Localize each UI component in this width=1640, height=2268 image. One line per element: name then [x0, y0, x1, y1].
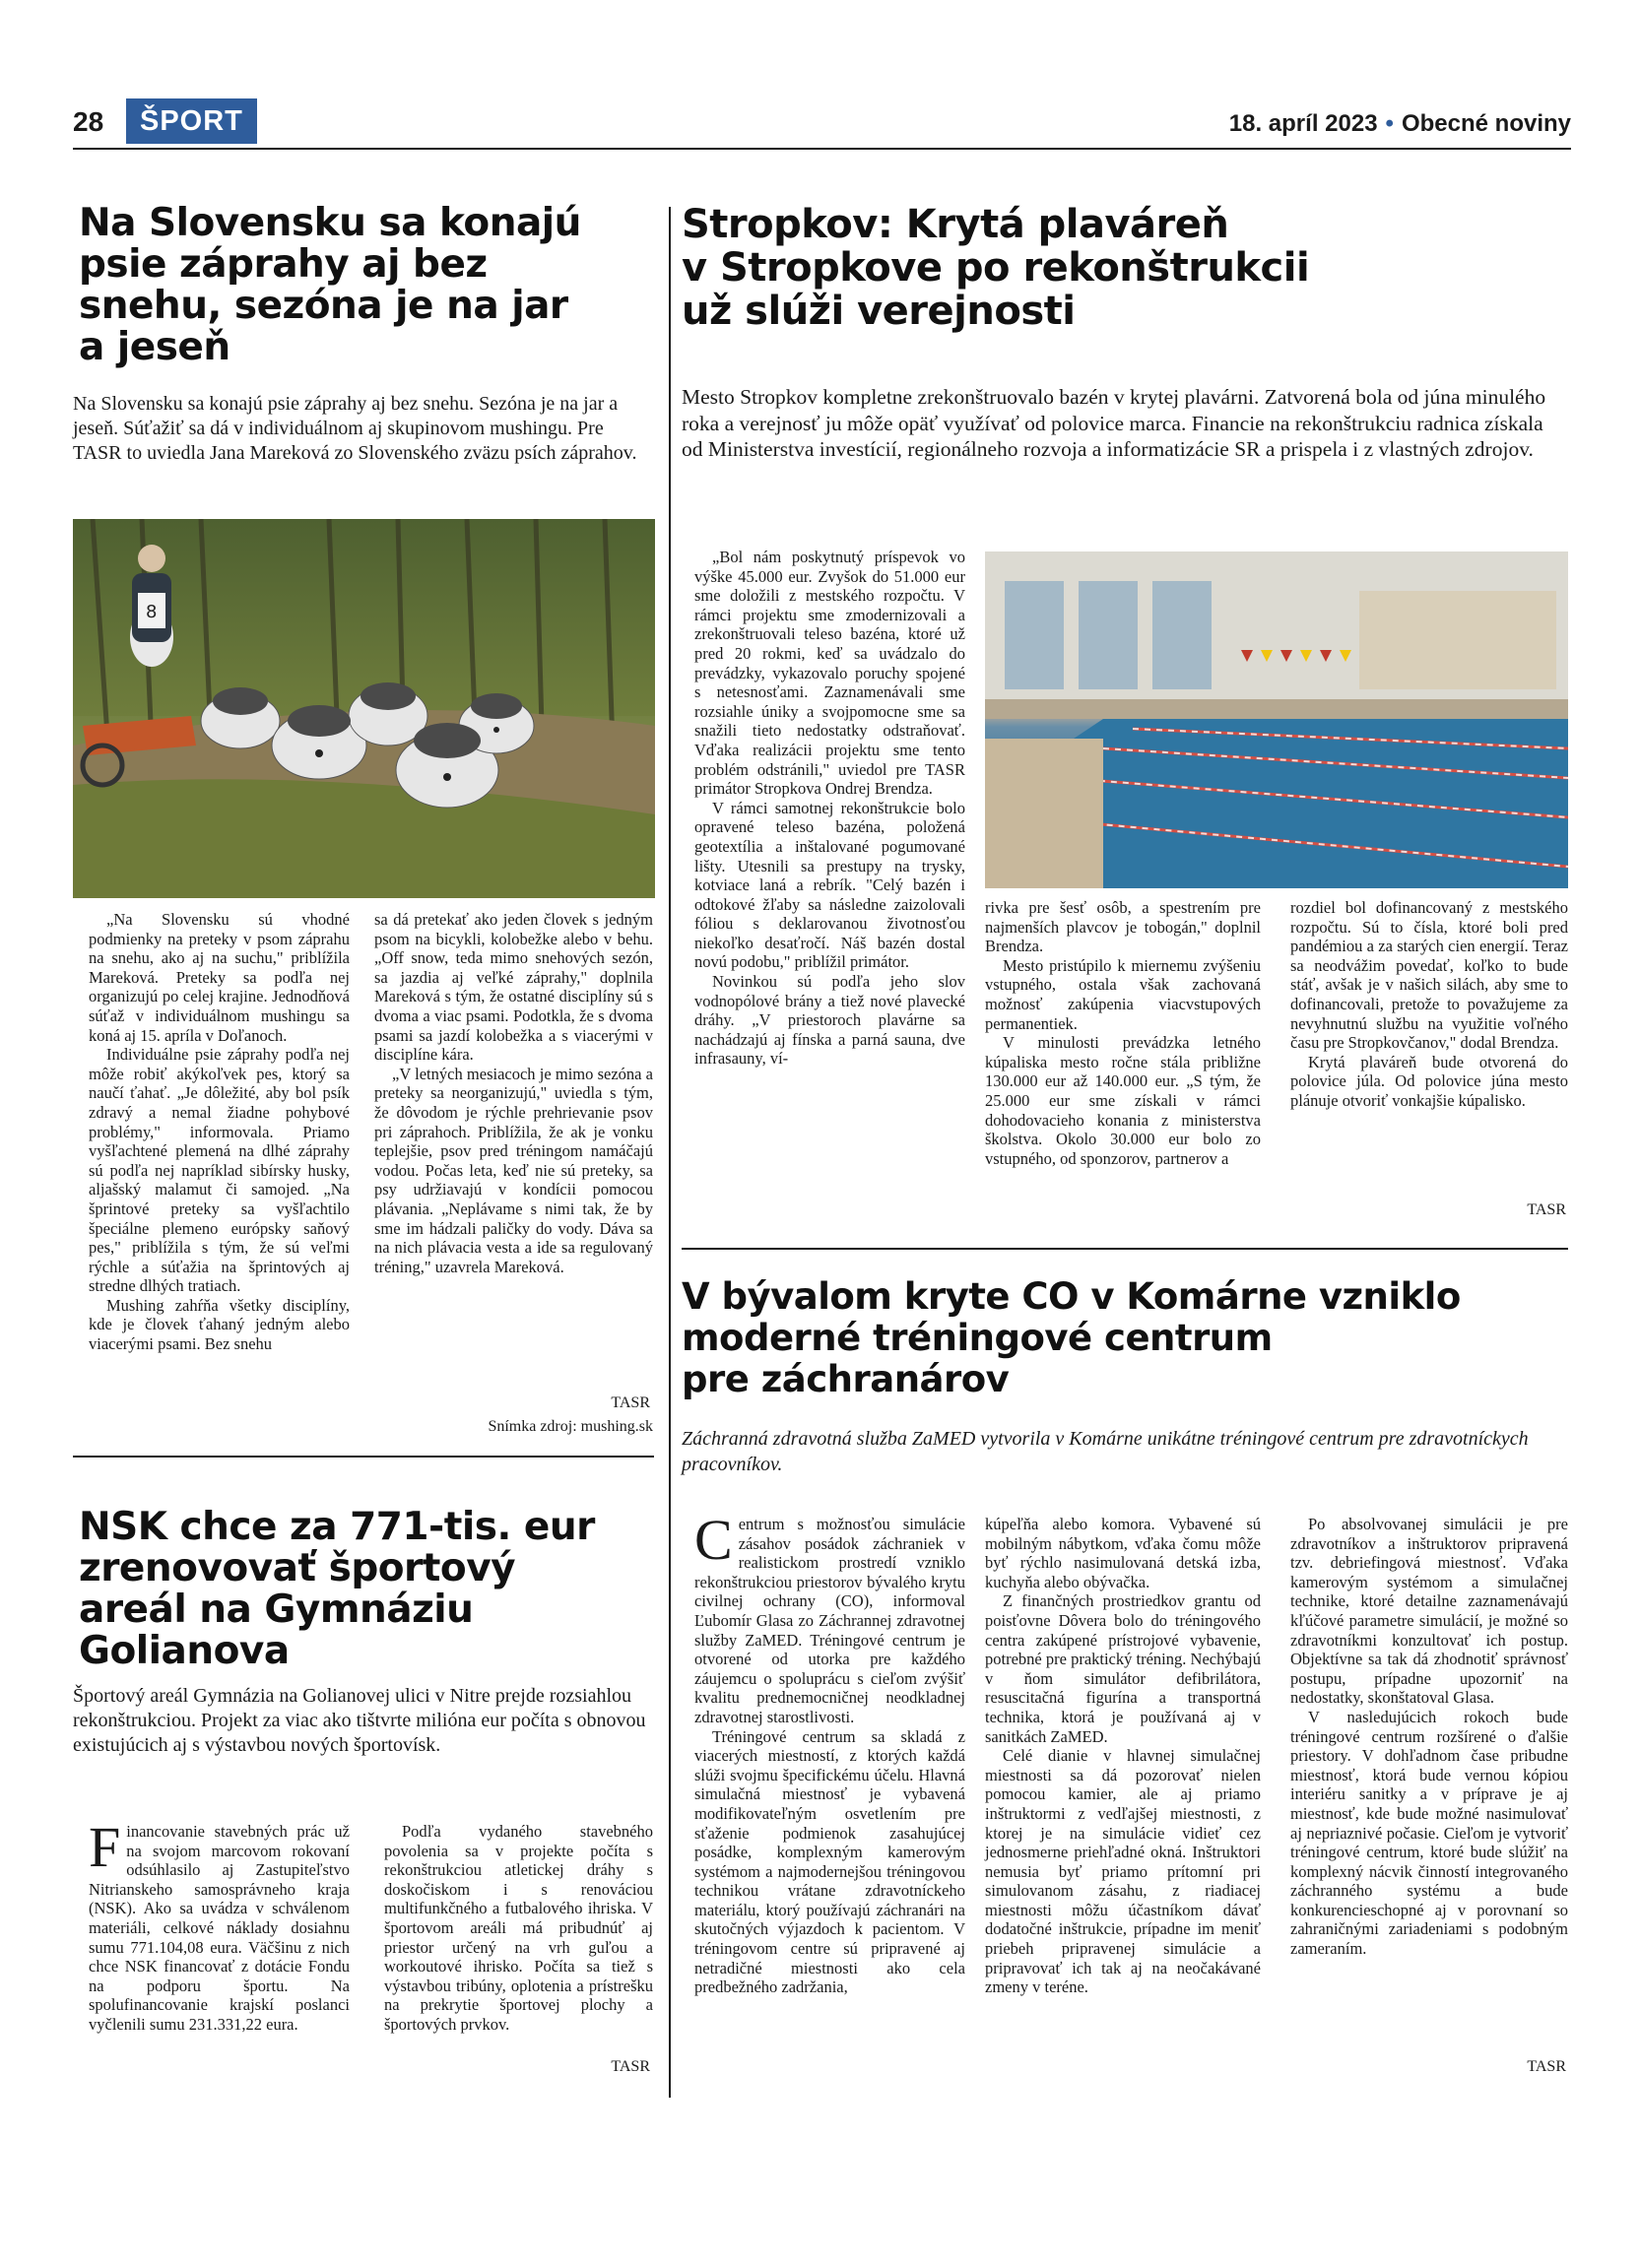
article-3-col-2	[985, 1515, 1261, 1997]
center-divider	[669, 207, 671, 2098]
article-1-title	[79, 203, 670, 368]
title-line: v Stropkove po rekonštrukcii	[682, 245, 1310, 291]
paragraph: sa dá pretekať ako jeden človek s jedným psom na bicykli, kolobežke alebo v behu. „Off snow, teda mimo snehových sezón, sa jazdia aj veľké záprahy," doplnila Mareková s tým, že ostatné disciplíny sú s dvoma a viac psami. Podotkla, že s dvoma psami sa jazdí kolobežka a s viacerými v disciplíne kára.	[374, 910, 653, 1065]
title-line: V bývalom kryte CO v Komárne vzniklo	[682, 1275, 1461, 1318]
article-4-col-1	[89, 1815, 350, 2035]
dog-sled-photo	[73, 519, 655, 898]
article-1-col-1	[89, 910, 350, 1354]
swimming-pool-photo	[985, 551, 1568, 888]
paragraph: Podľa vydaného stavebného povolenia sa v projekte počíta s rekonštrukciou atletickej dráhy s doskočiskom i s renováciou multifunkčného a futbalového ihriska. V športovom areáli má pribudnúť aj priestor určený na vrh guľou a workoutové ihrisko. Počíta sa tiež s výstavbou tribúny, oplotenia a prístrešku na prekrytie športovej plochy a športových prvkov.	[384, 1822, 653, 2034]
title-line: a jeseň	[79, 325, 230, 369]
paragraph: „V letných mesiacoch je mimo sezóna a preteky sa neorganizujú," uviedla s tým, že dôvodom je rýchle prehrievanie psov pri záprahoch. Priblížila, že ak je vonku teplejšie, psov pred tréningom namáčajú vodou. Počas leta, keď nie sú preteky, sa psy udržiavajú v kondícii pomocou plávania. „Neplávame s nimi tak, že by sme im hádzali paličky do vody. Dáva sa na nich plávacia vesta a ide sa regulovaný tréning," uzavrela Mareková.	[374, 1064, 653, 1276]
article-3-credit: TASR	[1527, 2058, 1566, 2075]
title-line: Golianova	[79, 1629, 290, 1673]
paragraph: V nasledujúcich rokoch bude tréningové centrum rozšírené o ďalšie priestory. V dohľadnom čase pribudne miestnosť, ktorá bude vernou kópiou interiéru sanitky a v príprave je aj miestnosť, kde bude možné nasimulovať aj nepriaznivé počasie. Cieľom je vytvoriť tréningové centrum, ktoré bude slúžiť na komplexný nácvik činností integrovaného záchranného systému a bude konkurencieschopné aj v porovnaní so zahraničnými zariadeniami s podobným zameraním.	[1290, 1707, 1568, 1959]
title-line: psie záprahy aj bez	[79, 242, 488, 287]
title-line: areál na Gymnáziu	[79, 1588, 474, 1632]
paragraph: Mushing zahŕňa všetky disciplíny, kde je človek ťahaný jedným alebo viacerými psami. Bez snehu	[89, 1295, 350, 1354]
article-3-col-1	[694, 1508, 965, 1997]
article-1-col-2	[374, 910, 653, 1276]
title-line: moderné tréningové centrum	[682, 1317, 1273, 1359]
article-4-col-2	[384, 1822, 653, 2035]
paragraph: entrum s možnosťou simulácie zásahov posádok záchraniek v realistickom prostredí vzniklo rekonštrukciou priestorov bývalého krytu civilnej ochrany (CO), informoval Ľubomír Glasa zo Záchrannej zdravotnej služby ZaMED. Tréningové centrum je otvorené od utorka pre každého záujemcu o spoluprácu s cieľom zvýšiť kvalitu prednemocničnej neodkladnej zdravotnej starostlivosti.	[694, 1515, 965, 1726]
separator-dot: •	[1385, 110, 1394, 137]
title-line: snehu, sezóna je na jar	[79, 284, 568, 328]
article-2-col-3	[1290, 898, 1568, 1111]
article-2-col-2	[985, 898, 1261, 1168]
article-2-col-1	[694, 548, 965, 1069]
issue-info	[1229, 110, 1571, 138]
article-4-credit: TASR	[611, 2058, 650, 2075]
article-2-lead: Mesto Stropkov kompletne zrekonštruovalo bazén v krytej plavárni. Zatvorená bola od júna minulého roka a verejnosť ju môže opäť využívať od polovice marca. Financie na rekonštrukciu radnica získala od Ministerstva investícií, regionálneho rozvoja a informatizácie SR a prispela i z vlastných zdrojov.	[682, 385, 1546, 461]
paragraph: Celé dianie v hlavnej simulačnej miestnosti sa dá pozorovať nielen pomocou kamier, ale aj priamo inštruktormi z vedľajšej miestnosti, z ktorej je na simulácie vidieť cez jednosmerne priehľadné okná. Inštruktori nemusia byť priamo prítomní pri simulovanom zásahu, z riadiacej miestnosti môžu účastníkom dávať dodatočné inštrukcie, prípadne im meniť priebeh pripravenej simulácie a pripravovať ich tak aj na neočakávané zmeny v teréne.	[985, 1746, 1261, 1997]
title-line: NSK chce za 771-tis. eur	[79, 1505, 595, 1549]
paragraph: Krytá plaváreň bude otvorená do polovice júla. Od polovice júna mesto plánuje otvoriť vonkajšie kúpalisko.	[1290, 1052, 1568, 1110]
issue-date: 18. apríl 2023	[1228, 110, 1378, 137]
paragraph: rivka pre šesť osôb, a spestrením pre najmenších plavcov je tobogán," doplnil Brendza.	[985, 898, 1261, 956]
article-1-lead: Na Slovensku sa konajú psie záprahy aj bez snehu. Sezóna je na jar a jeseň. Súťažiť sa dá v individuálnom aj skupinovom mushingu. Pre TASR to uviedla Jana Mareková zo Slovenského zväzu psích záprahov.	[73, 393, 637, 464]
article-3-title	[682, 1276, 1568, 1400]
paragraph: V minulosti prevádzka letného kúpaliska mesto ročne stála približne 130.000 eur až 140.000 eur. „S tým, že 25.000 eur sme získali v rámci dohodovacieho konania z ministerstva školstva. Okolo 30.000 eur bolo zo vstupného, od sponzorov, partnerov a	[985, 1033, 1261, 1168]
article-2-credit: TASR	[1527, 1201, 1566, 1218]
article-3-col-3	[1290, 1515, 1568, 1959]
paragraph: V rámci samotnej rekonštrukcie bolo opravené teleso bazéna, položená geotextília a inštalované pogumované lišty. Utesnili sa prestupy na trysky, kotviace laná a rebrík. "Celý bazén i odtokové žľaby sa následne zaizolovali fóliou s deklarovanou životnosťou niekoľko desaťročí. Náš bazén dostal novú podobu," priblížil primátor.	[694, 798, 965, 972]
article-2-title	[682, 203, 1568, 333]
article-4-title	[79, 1507, 670, 1672]
title-line: už slúži verejnosti	[682, 289, 1076, 334]
article-4-lead: Športový areál Gymnázia na Golianovej ulici v Nitre prejde rozsiahlou rekonštrukciou. Projekt za viac ako tištvrte milióna eur počíta s obnovou existujúcich aj s výstavbou nových športovísk.	[73, 1685, 646, 1756]
paragraph: kúpeľňa alebo komora. Vybavené sú mobilným nábytkom, vďaka čomu môže byť rýchlo nasimulovaná detská izba, kuchyňa alebo obývačka.	[985, 1515, 1261, 1591]
left-divider	[73, 1456, 654, 1458]
paragraph: Mesto pristúpilo k miernemu zvýšeniu vstupného, ostala však zachovaná možnosť zakúpenia viacvstupových permanentiek.	[985, 955, 1261, 1033]
paragraph: Novinkou sú podľa jeho slov vodnopólové brány a tiež nové plavecké dráhy. „V priestoroch plavárne sa nachádzajú aj fínska a parná sauna, dve infrasauny, ví-	[694, 972, 965, 1069]
drop-cap: C	[694, 1508, 733, 1572]
paragraph: Tréningové centrum sa skladá z viacerých miestností, z ktorých každá slúži svojmu špecifickému účelu. Hlavná simulačná miestnosť je vybavená modifikovateľným osvetlením pre sťaženie podmienok zasahujúcej posádke, komplexným kamerovým systémom a najmodernejšou tréningovou technikou vrátane zdravotníckeho materiálu, ktorý používajú záchranári na skutočných výjazdoch k pacientom. V tréningovom centre sú pripravené aj netradičné miestnosti ako cela predbežného zadržania,	[694, 1726, 965, 1997]
article-1-credit: TASR	[611, 1394, 650, 1411]
section-label: ŠPORT	[126, 98, 257, 144]
bib-number: 8	[146, 602, 158, 622]
title-line: Na Slovensku sa konajú	[79, 201, 581, 245]
paragraph: rozdiel bol dofinancovaný z mestského rozpočtu. Sú to čísla, ktoré boli pred pandémiou a za starých cien energií. Teraz sa neodvážim povedať, koľko to bude stáť, avšak je v našich silách, aby sme to dofinancovali, pretože to považujeme za nevyhnutnú službu na využitie voľného času pre Stropkovčanov," dodal Brendza.	[1290, 898, 1568, 1053]
paragraph: Po absolvovanej simulácii je pre zdravotníkov a inštruktorov pripravená tzv. debriefingová miestnosť. Vďaka kamerovým systémom a simulačnej technike, ktoré detailne zaznamenávajú kľúčové parametre simulácií, je možné so zdravotníkmi konzultovať ich postup. Objektívne sa tak dá zhodnotiť správnosť postupu, prípadne upozorniť na nedostatky, skonštatoval Glasa.	[1290, 1515, 1568, 1708]
page-number: 28	[73, 106, 104, 137]
paragraph: „Bol nám poskytnutý príspevok vo výške 45.000 eur. Zvyšok do 51.000 eur sme doložili z mestského rozpočtu. V rámci projektu sme zmodernizovali a zrekonštruovali teleso bazéna, ktoré už pred 20 rokmi, keď sa uvádzalo do prevádzky, vykazovalo poruchy spojené s netesnosťami. Zaznamenávali sme rozsiahle úniky a svojpomocne sme sa snažili tieto nedostatky odstraňovať. Vďaka realizácii projektu sme tento problém odstránili," uviedol pre TASR primátor Stropkova Ondrej Brendza.	[694, 548, 965, 799]
paragraph: Z finančných prostriedkov grantu od poisťovne Dôvera bolo do tréningového centra zakúpené prístrojové vybavenie, potrebné pre praktický tréning. Nechýbajú v ňom simulátor defibrilátora, resuscitačná figurína a transportná technika, ktorá je používaná aj v sanitkách ZaMED.	[985, 1591, 1261, 1746]
drop-cap: F	[89, 1815, 121, 1879]
article-1-photo-credit: Snímka zdroj: mushing.sk	[488, 1418, 653, 1435]
article-3-lead: Záchranná zdravotná služba ZaMED vytvorila v Komárne unikátne tréningové centrum pre zdravotníckych pracovníkov.	[682, 1428, 1529, 1475]
paragraph: inancovanie stavebných prác už na svojom marcovom rokovaní odsúhlasilo aj Zastupiteľstvo Nitrianskeho samosprávneho kraja (NSK). Ako sa uvádza v schválenom materiáli, celkové náklady dosiahnu sumu 771.104,08 eura. Väčšinu z nich chce NSK financovať z dotácie Fondu na podporu športu. Na spolufinancovanie krajskí poslanci vyčlenili sumu 231.331,22 eura.	[89, 1822, 350, 2034]
paper-name: Obecné noviny	[1401, 110, 1571, 137]
header-rule	[73, 148, 1571, 150]
title-line: zrenovovať športový	[79, 1546, 516, 1590]
title-line: Stropkov: Krytá plaváreň	[682, 202, 1229, 247]
paragraph: „Na Slovensku sú vhodné podmienky na preteky v psom záprahu na snehu, ako aj na suchu," priblížila Mareková. Preteky sa podľa nej organizujú po celej krajine. Jednodňová súťaž v individuálnom mushingu sa koná aj 15. apríla v Doľanoch.	[89, 910, 350, 1045]
title-line: pre záchranárov	[682, 1358, 1010, 1400]
paragraph: Individuálne psie záprahy podľa nej môže robiť akýkoľvek pes, ktorý sa naučí ťahať. „Je dôležité, aby bol psík zdravý a nemal žiadne pohybové problémy," informovala. Priamo vyšľachtené plemená na dlhé záprahy sú podľa nej napríklad sibírsky husky, aljašský malamut či samojed. „Na šprintové preteky sa vyšľachtilo špeciálne plemeno európsky saňový pes," priblížila s tým, že sú veľmi rýchle a súťažia na šprintových aj stredne dlhých tratiach.	[89, 1045, 350, 1296]
right-divider	[682, 1248, 1568, 1250]
